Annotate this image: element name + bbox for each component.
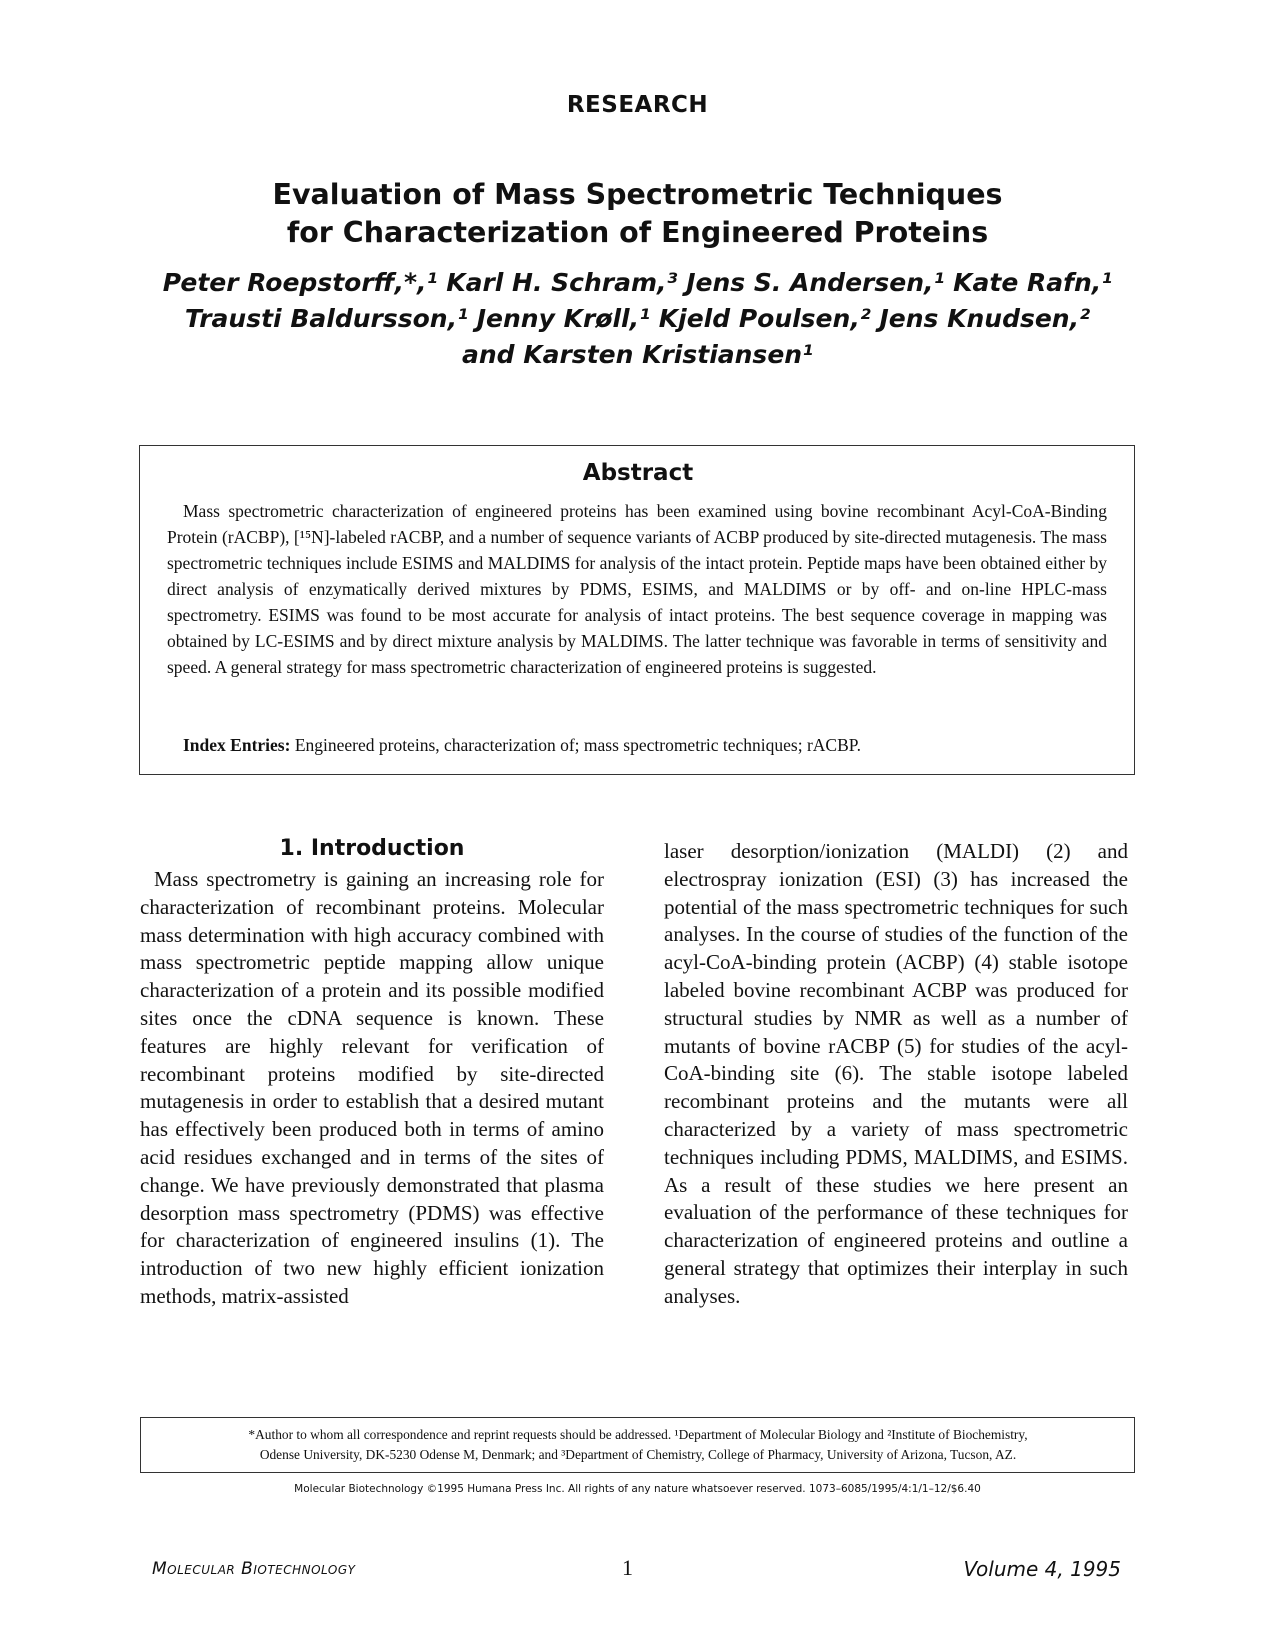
journal-name: Molecular Biotechnology bbox=[152, 1559, 356, 1579]
author-list bbox=[0, 265, 1275, 373]
index-entries-label: Index Entries: bbox=[183, 735, 291, 755]
abstract-text: Mass spectrometric characterization of engineered proteins has been examined using bovine recombinant Acyl-CoA-Binding Protein (rACBP), [¹⁵N]-labeled rACBP, and a number of sequence variants of ACBP produced by site-directed mutagenesis. The mass spectrometric techniques include ESIMS and MALDIMS for analysis of the intact protein. Peptide maps have been obtained either by direct analysis of enzymatically derived mixtures by PDMS, ESIMS, and MALDIMS or by off- and on-line HPLC-mass spectrometry. ESIMS was found to be most accurate for analysis of intact proteins. The best sequence coverage in mapping was obtained by LC-ESIMS and by direct mixture analysis by MALDIMS. The latter technique was favorable in terms of sensitivity and speed. A general strategy for mass spectrometric characterization of engineered proteins is suggested. bbox=[167, 501, 1107, 677]
introduction-right-column: laser desorption/ionization (MALDI) (2) and electrospray ionization (ESI) (3) has increased the potential of the mass spectrometric techniques for such analyses. In the course of studies of the function of the acyl-CoA-binding protein (ACBP) (4) stable isotope labeled bovine recombinant ACBP was produced for structural studies by NMR as well as a number of mutants of bovine rACBP (5) for studies of the acyl-CoA-binding site (6). The stable isotope labeled recombinant proteins and the mutants were all characterized by a variety of mass spectrometric techniques including PDMS, MALDIMS, and ESIMS. As a result of these studies we here present an evaluation of the performance of these techniques for characterization of engineered proteins and outline a general strategy that optimizes their interplay in such analyses. bbox=[664, 839, 1128, 1308]
introduction-left-column: Mass spectrometry is gaining an increasing role for characterization of recombinant proteins. Molecular mass determination with high accuracy combined with mass spectrometric peptide mapping allow unique characterization of a protein and its possible modified sites once the cDNA sequence is known. These features are highly relevant for verification of recombinant proteins modified by site-directed mutagenesis in order to establish that a desired mutant has effectively been produced both in terms of amino acid residues exchanged and in terms of the sites of change. We have previously demonstrated that plasma desorption mass spectrometry (PDMS) was effective for characterization of engineered insulins (1). The introduction of two new highly efficient ionization methods, matrix-assisted bbox=[140, 867, 604, 1308]
introduction-heading: 1. Introduction bbox=[279, 836, 465, 861]
index-entries bbox=[167, 732, 1107, 758]
title-line-1: Evaluation of Mass Spectrometric Techniques bbox=[272, 178, 1003, 211]
authors-line-3: and Karsten Kristiansen¹ bbox=[461, 340, 814, 369]
page-number: 1 bbox=[622, 1555, 633, 1580]
abstract-box bbox=[139, 445, 1135, 775]
article-title bbox=[0, 176, 1275, 252]
volume-info: Volume 4, 1995 bbox=[963, 1557, 1121, 1581]
section-label: RESEARCH bbox=[566, 92, 709, 118]
footnote-line-1: *Author to whom all correspondence and reprint requests should be addressed. ¹Department of Molecular Biology and ²Institute of Biochemistry, bbox=[248, 1427, 1028, 1442]
title-line-2: for Characterization of Engineered Proteins bbox=[286, 216, 989, 249]
abstract-heading: Abstract bbox=[582, 460, 694, 486]
footnote-text bbox=[153, 1425, 1123, 1465]
footnote-box bbox=[140, 1417, 1135, 1473]
authors-line-2: Trausti Baldursson,¹ Jenny Krøll,¹ Kjeld Poulsen,² Jens Knudsen,² bbox=[184, 304, 1091, 333]
copyright-line: Molecular Biotechnology ©1995 Humana Press Inc. All rights of any nature whatsoever reserved. 1073–6085/1995/4:1/1–12/$6.40 bbox=[294, 1483, 981, 1495]
footnote-line-2: Odense University, DK-5230 Odense M, Denmark; and ³Department of Chemistry, College of Pharmacy, University of Arizona, Tucson, AZ. bbox=[259, 1447, 1017, 1462]
authors-line-1: Peter Roepstorff,*,¹ Karl H. Schram,³ Jens S. Andersen,¹ Kate Rafn,¹ bbox=[162, 268, 1113, 297]
index-entries-text: Engineered proteins, characterization of; mass spectrometric techniques; rACBP. bbox=[290, 735, 861, 755]
